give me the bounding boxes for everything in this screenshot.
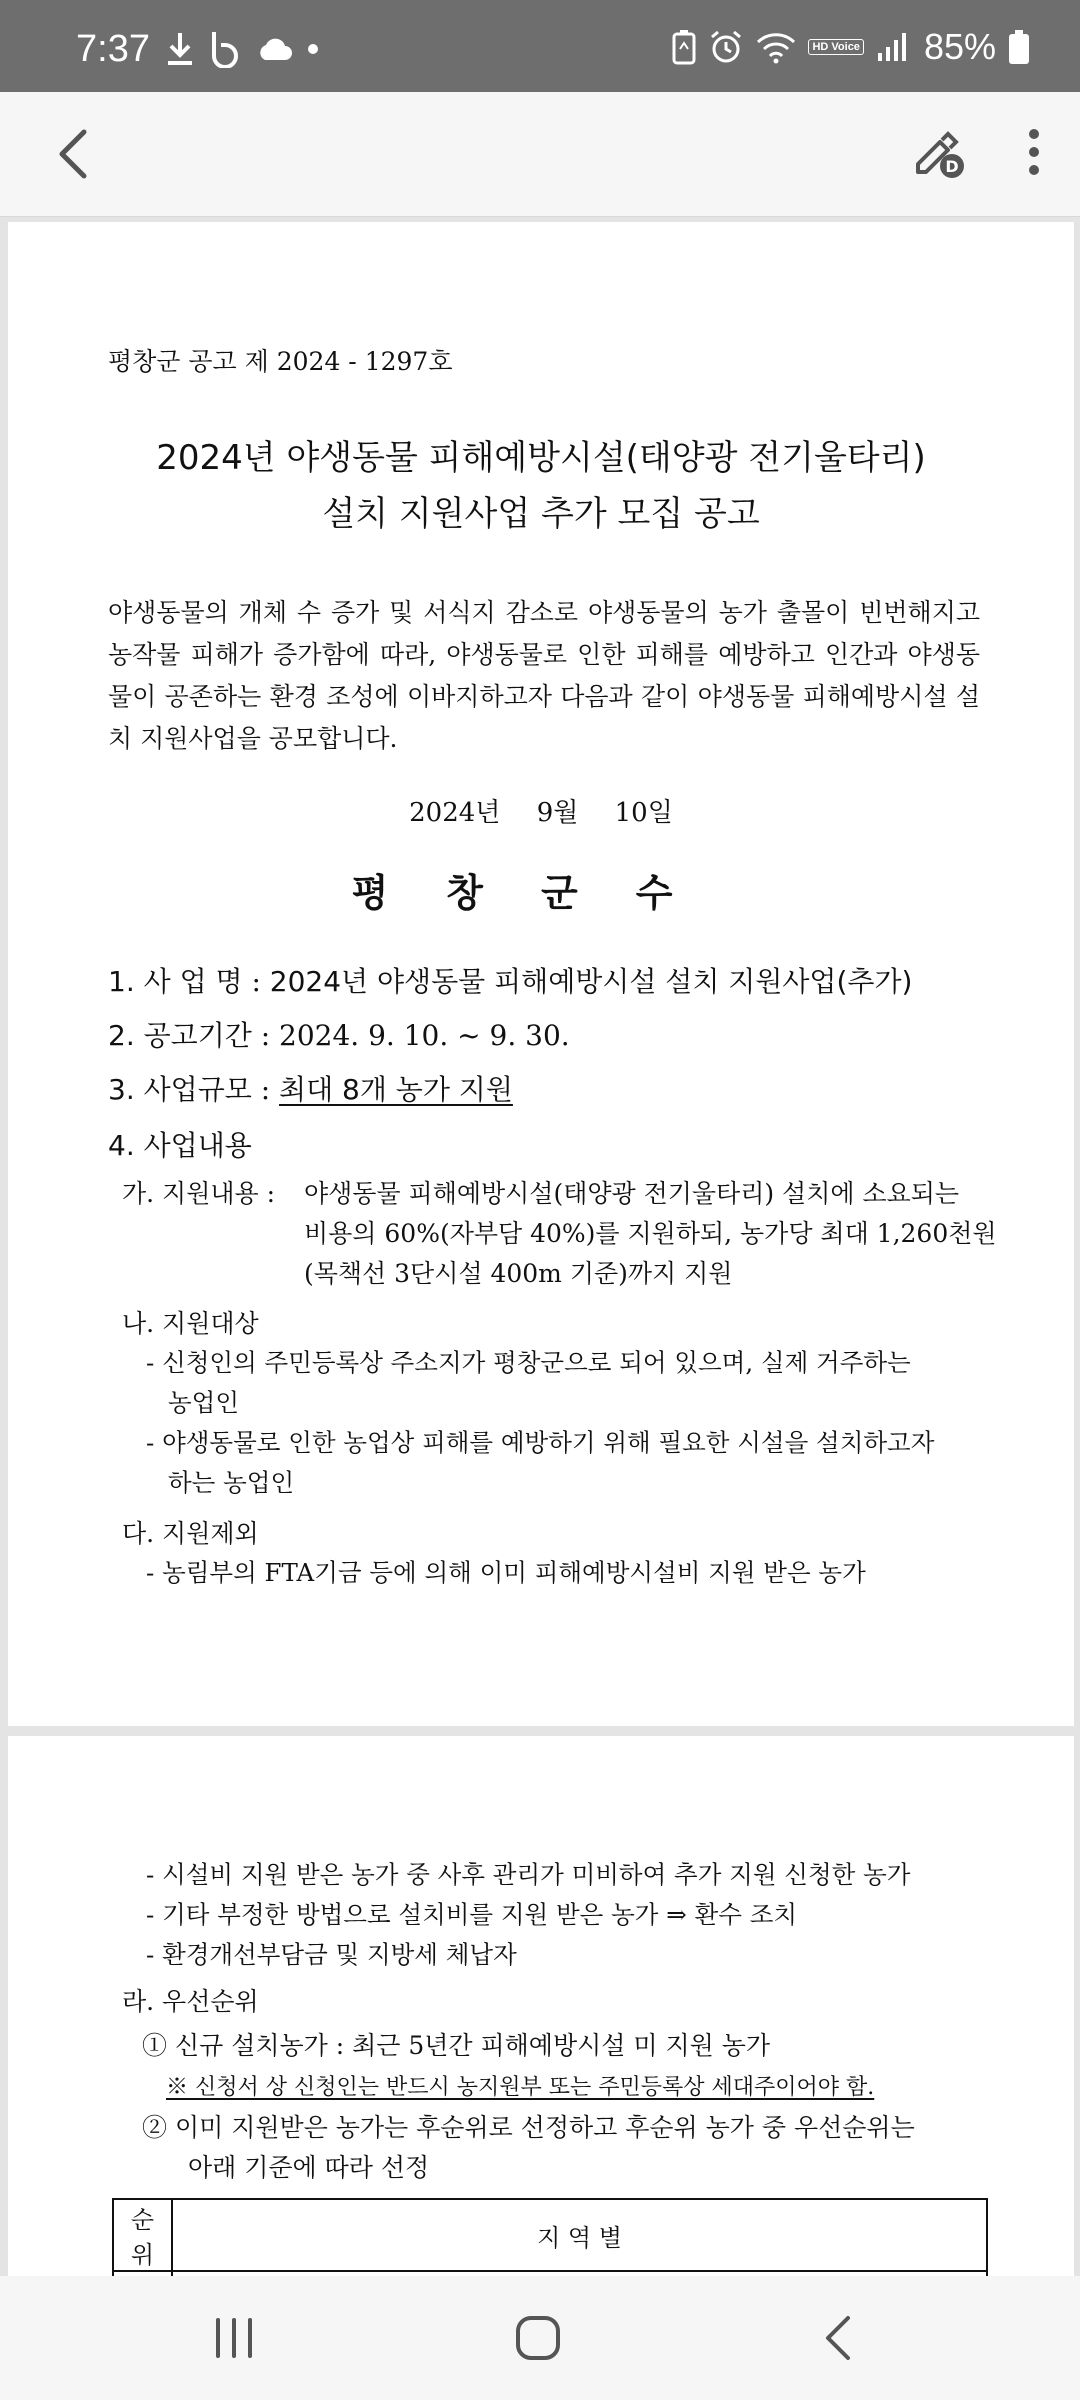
nav-back-button[interactable] — [808, 2306, 872, 2370]
content-label: 4. 사업내용 — [108, 1129, 252, 1162]
exclusion-b2: - 시설비 지원 받은 농가 중 사후 관리가 미비하여 추가 지원 신청한 농가 — [146, 1860, 911, 1889]
exclusion-b1: - 농림부의 FTA기금 등에 의해 이미 피해예방시설비 지원 받은 농가 — [146, 1558, 866, 1587]
content-heading — [108, 1124, 252, 1164]
support-content-line2: 비용의 60%(자부담 40%)를 지원하되, 농가당 최대 1,260천원 — [304, 1219, 997, 1248]
period-label: 2. 공고기간 — [108, 1019, 252, 1052]
exclusion-b3: - 기타 부정한 방법으로 설치비를 지원 받은 농가 ⇒ 환수 조치 — [146, 1900, 798, 1929]
priority-p1: ① 신규 설치농가 : 최근 5년간 피해예방시설 미 지원 농가 — [142, 2031, 771, 2060]
home-button[interactable] — [506, 2306, 570, 2370]
cloud-icon — [256, 36, 292, 62]
svg-text:D: D — [945, 157, 959, 176]
date-month: 9월 — [536, 798, 579, 828]
table-header-rank: 순위 — [113, 2199, 172, 2271]
document-title-line1: 2024년 야생동물 피해예방시설(태양광 전기울타리) — [156, 438, 926, 478]
sign-button[interactable] — [908, 120, 972, 184]
support-target-b2-line1: - 야생동물로 인한 농업상 피해를 예방하기 위해 필요한 시설을 설치하고자 — [146, 1428, 935, 1457]
pen-sign-icon — [908, 120, 972, 184]
exclusion-label: 다. 지원제외 — [122, 1519, 259, 1548]
support-target-b1-line2: 농업인 — [168, 1388, 240, 1417]
download-icon — [166, 31, 194, 67]
back-button[interactable] — [44, 122, 108, 186]
table-header-row — [113, 2199, 987, 2271]
nav-back-icon — [808, 2306, 872, 2370]
recents-button[interactable] — [204, 2306, 268, 2370]
battery-icon — [1008, 29, 1030, 65]
project-name-label: 1. 사 업 명 — [108, 965, 243, 998]
announcement-date — [8, 792, 1074, 829]
status-bar — [0, 0, 1080, 92]
support-content-line1: 야생동물 피해예방시설(태양광 전기울타리) 설치에 소요되는 — [304, 1179, 960, 1208]
document-page-1 — [8, 222, 1074, 1726]
status-left-icons — [166, 30, 320, 68]
support-target-b2-line2: 하는 농업인 — [168, 1468, 295, 1497]
navigation-bar — [0, 2276, 1080, 2400]
support-content-label-row: 가. 지원내용 : — [122, 1179, 276, 1208]
issuer-name: 평창군수 — [351, 871, 731, 915]
announcement-number: 평창군 공고 제 2024 - 1297호 — [108, 347, 453, 376]
more-vert-icon — [1006, 120, 1062, 184]
support-content-label: 가. 지원내용 — [122, 1179, 259, 1208]
signal-icon — [876, 31, 908, 63]
hd-voice-icon: HD Voice — [808, 39, 863, 55]
battery-percent: 85% — [923, 26, 996, 67]
b-app-icon — [208, 30, 242, 68]
date-year: 2024년 — [409, 798, 501, 828]
home-icon — [506, 2306, 570, 2370]
priority-p2-line1: ② 이미 지원받은 농가는 후순위로 선정하고 후순위 농가 중 우선순위는 — [142, 2113, 915, 2142]
back-arrow-icon — [44, 122, 108, 186]
support-target-label: 나. 지원대상 — [122, 1309, 259, 1338]
support-content-line3: (목책선 3단시설 400m 기준)까지 지원 — [304, 1259, 733, 1288]
more-options-button[interactable] — [1006, 120, 1062, 184]
app-bar — [0, 92, 1080, 217]
scale-row: 3. 사업규모 : 최대 8개 농가 지원 — [108, 1073, 513, 1106]
priority-label: 라. 우선순위 — [122, 1987, 259, 2016]
wifi-6-icon — [756, 30, 796, 64]
scale-value: 최대 8개 농가 지원 — [279, 1073, 513, 1106]
period-row: 2. 공고기간 : 2024. 9. 10. ~ 9. 30. — [108, 1019, 570, 1052]
scale-label: 3. 사업규모 — [108, 1073, 252, 1106]
project-name-value: 2024년 야생동물 피해예방시설 설치 지원사업(추가) — [269, 965, 913, 998]
date-day: 10일 — [614, 798, 673, 828]
project-name-row: 1. 사 업 명 : 2024년 야생동물 피해예방시설 설치 지원사업(추가) — [108, 965, 913, 998]
period-value: 2024. 9. 10. ~ 9. 30. — [279, 1019, 570, 1052]
recents-icon — [204, 2306, 268, 2370]
priority-p2-line2: 아래 기준에 따라 선정 — [188, 2153, 430, 2182]
alarm-icon — [708, 29, 744, 65]
table-header-region: 지 역 별 — [172, 2199, 987, 2271]
status-right-icons — [672, 26, 1030, 68]
priority-note: ※ 신청서 상 신청인는 반드시 농지원부 또는 주민등록상 세대주이어야 함. — [166, 2075, 875, 2100]
exclusion-b4: - 환경개선부담금 및 지방세 체납자 — [146, 1940, 517, 1969]
dot-icon — [306, 42, 320, 56]
status-time: 7:37 — [76, 28, 150, 70]
intro-paragraph: 야생동물의 개체 수 증가 및 서식지 감소로 야생동물의 농가 출몰이 빈번해지고 농작물 피해가 증가함에 따라, 야생동물로 인한 피해를 예방하고 인간과 야생동물이 공존하는 환경 조성에 이바지하고자 다음과 같이 야생동물 피해예방시설 설치 지원사업을 공모합니다. — [108, 598, 980, 753]
battery-saver-icon — [672, 29, 696, 65]
document-page-2 — [8, 1736, 1074, 2276]
document-title-line2: 설치 지원사업 추가 모집 공고 — [322, 494, 760, 534]
support-target-b1-line1: - 신청인의 주민등록상 주소지가 평창군으로 되어 있으며, 실제 거주하는 — [146, 1348, 911, 1377]
